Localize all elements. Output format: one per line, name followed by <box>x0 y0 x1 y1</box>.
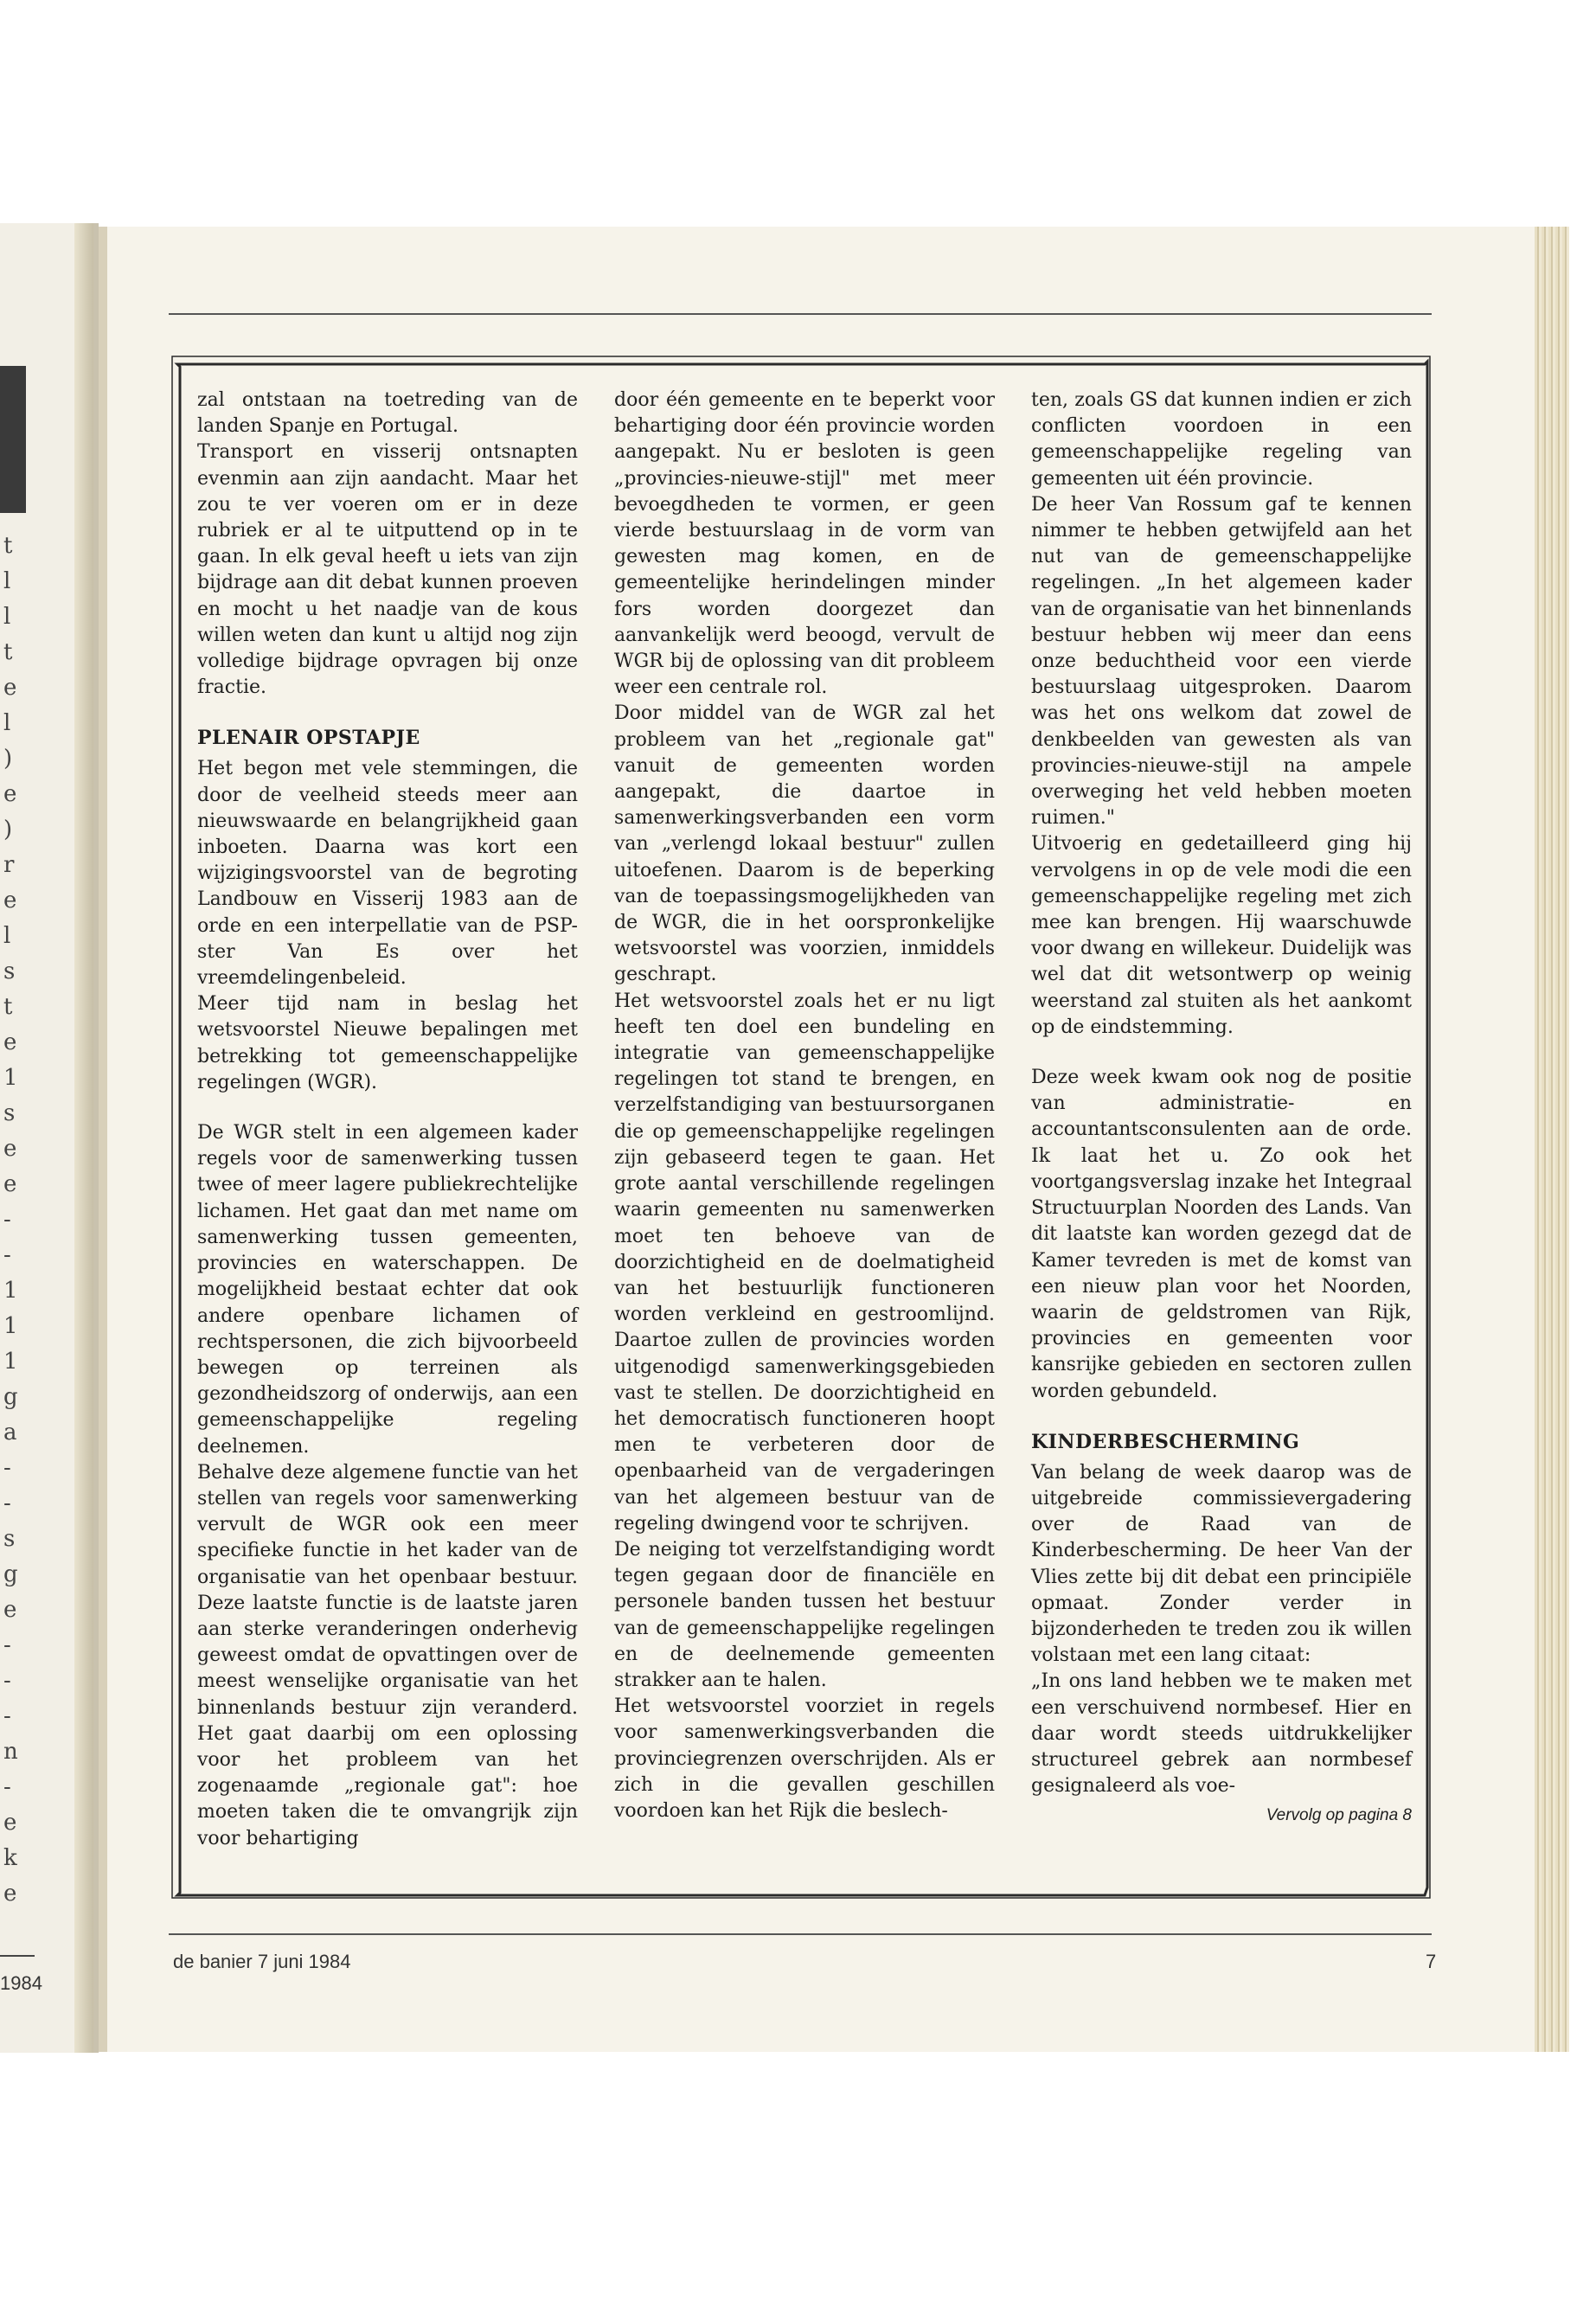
previous-page-fragment: t <box>3 639 13 665</box>
previous-page-fragment: s <box>3 1100 16 1126</box>
paragraph: Meer tijd nam in beslag het wetsvoorstel Nieuwe bepalingen met betrekking tot gemeenschappelijke regelingen (WGR). <box>197 993 578 1093</box>
previous-page-fragment: - <box>3 1242 11 1268</box>
page-tab-mark <box>0 366 26 513</box>
previous-page-fragment: e <box>3 1881 17 1907</box>
previous-page-fragment: e <box>3 781 17 807</box>
previous-page-fragment: g <box>3 1384 18 1410</box>
previous-page-fragment: s <box>3 958 16 984</box>
paragraph: Het wetsvoorstel zoals het er nu ligt heeft ten doel een bundeling en integratie van gemeenschappelijke regelingen tot stand te brengen, en verzelfstandiging van bestuursorganen die op gemeenschappelijke regelingen zijn gebaseerd tegen te gaan. Het grote aantal verschillende regelingen waarin gemeenten nu samenwerken moet ten behoeve van de doorzichtigheid en de doelmatigheid van het bestuurlijk functioneren worden verkleind en gestroomlijnd. Daartoe zullen de provincies worden uitgenodigd samenwerkingsgebieden vast te stellen. De doorzichtigheid en het democratisch functioneren hoopt men te verbeteren door de openbaarheid van de vergaderingen van het algemeen bestuur van de regeling dwingend voor te schrijven. <box>614 990 995 1535</box>
paragraph: De neiging tot verzelfstandiging wordt tegen gegaan door de financiële en personele banden tussen het bestuur van de gemeenschappelijke regelingen en de deelnemende gemeenten strakker aan te halen. <box>614 1538 995 1691</box>
footer-publication: de banier 7 juni 1984 <box>173 1951 351 1972</box>
previous-page-fragment: 1 <box>3 1278 18 1304</box>
previous-page-edge <box>0 223 99 2053</box>
previous-page-fragment: - <box>3 1774 11 1800</box>
paragraph: De WGR stelt in een algemeen kader regels voor de samenwerking tussen twee of meer lagere publiekrechtelijke lichamen. Het gaat dan met name om samenwerking tussen gemeenten, provincies en waterschappen. De mogelijkheid bestaat echter dat ook andere openbare lichamen of rechtspersonen, die zich bijvoorbeeld bewegen op terreinen als gezondheidszorg of onderwijs, aan een gemeenschappelijke regeling deelnemen. <box>197 1122 578 1458</box>
previous-page-fragment: s <box>3 1526 16 1552</box>
previous-page-fragment: e <box>3 1597 17 1623</box>
page-gutter <box>74 223 93 2053</box>
previous-page-footer-year: 1984 <box>0 1972 42 1994</box>
previous-page-fragment: e <box>3 1171 17 1197</box>
previous-page-fragment: g <box>3 1561 18 1587</box>
previous-page-fragment: e <box>3 1136 17 1162</box>
paragraph: door één gemeente en te beperkt voor behartiging door één provincie worden aangepakt. Nu er besloten is geen „provincies-nieuwe-stijl" met meer bevoegdheden te vormen, er geen vierde bestuurslaag in de vorm van gewesten mag komen, en de gemeentelijke herindelingen minder fors worden doorgezet dan aanvankelijk werd beoogd, vervult de WGR bij de oplossing van dit probleem weer een centrale rol. <box>614 389 995 699</box>
previous-page-fragment: - <box>3 1207 11 1233</box>
previous-page-fragment: 1 <box>3 1313 18 1339</box>
previous-page-fragment: t <box>3 994 13 1020</box>
previous-page-fragment: l <box>3 710 11 736</box>
article-column-1 <box>197 388 578 1875</box>
previous-page-fragment: - <box>3 1490 11 1516</box>
previous-page-fragment: k <box>3 1845 17 1871</box>
previous-page-fragment: e <box>3 1810 17 1836</box>
page-stack-edge <box>1535 227 1569 2052</box>
previous-page-fragment: a <box>3 1420 17 1445</box>
previous-page-fragment: 1 <box>3 1349 18 1375</box>
paragraph: Het wetsvoorstel voorziet in regels voor samenwerkingsverbanden die provinciegrenzen overschrijden. Als er zich in die gevallen geschillen voordoen kan het Rijk die beslech- <box>614 1695 995 1822</box>
paragraph: Van belang de week daarop was de uitgebreide commissievergadering over de Raad van de Kinderbescherming. De heer Van der Vlies zette bij dit debat een principiële opmaat. Zonder verder in bijzonderheden te treden zou ik willen volstaan met een lang citaat: <box>1031 1461 1412 1667</box>
continued-on-page-note: Vervolg op pagina 8 <box>1266 1806 1412 1825</box>
section-heading: PLENAIR OPSTAPJE <box>197 727 420 750</box>
paragraph: zal ontstaan na toetreding van de landen Spanje en Portugal. <box>197 389 578 438</box>
paragraph: Door middel van de WGR zal het probleem van het „regionale gat" vanuit de gemeenten worden aangepakt, die daartoe in samenwerkingsverbanden een vorm van „verlengd lokaal bestuur" zullen uitoefenen. Daarom is de beperking van de toepassingsmogelijkheden van de WGR, die in het oorspronkelijke wetsvoorstel was voorzien, inmiddels geschrapt. <box>614 702 995 986</box>
previous-page-fragment: - <box>3 1668 11 1694</box>
previous-page-fragment: e <box>3 1029 17 1055</box>
paragraph: „In ons land hebben we te maken met een verschuivend normbesef. Hier en daar wordt steeds uitdrukkelijker structureel gebrek aan normbesef gesignaleerd als voe- <box>1031 1670 1412 1798</box>
previous-page-fragment: r <box>3 852 15 878</box>
previous-page-fragment: - <box>3 1703 11 1729</box>
previous-page-fragment: - <box>3 1632 11 1658</box>
article-column-2 <box>614 388 995 1875</box>
previous-page-fragment: ) <box>3 746 13 772</box>
paragraph: Deze week kwam ook nog de positie van administratie- en accountantsconsulenten aan de orde. Ik laat het u. Zo ook het voortgangsverslag inzake het Integraal Structuurplan Noorden des Lands. Van dit laatste kan worden gezegd dat de Kamer tevreden is met de komst van een nieuw plan voor het Noorden, waarin de geldstromen van Rijk, provincies en gemeenten voor kansrijke gebieden en sectoren zullen worden gebundeld. <box>1031 1067 1412 1402</box>
footer-page-number: 7 <box>1426 1951 1437 1972</box>
article-columns <box>197 388 1412 1875</box>
previous-page-footer-rule <box>0 1955 35 1957</box>
paragraph: Uitvoerig en gedetailleerd ging hij vervolgens in op de vele modi die een gemeenschappelijke regeling met zich mee kan brengen. Hij waarschuwde voor dwang en willekeur. Duidelijk was wel dat dit wetsontwerp op weinig weerstand zal stuiten als het aankomt op de eindstemming. <box>1031 833 1412 1038</box>
header-rule <box>169 313 1432 315</box>
section-heading: KINDERBESCHERMING <box>1031 1430 1300 1453</box>
paragraph: Het begon met vele stemmingen, die door de veelheid steeds meer aan nieuwswaarde en belangrijkheid gaan inboeten. Daarna was kort een wijzigingsvoorstel van de begroting Landbouw en Visserij 1983 aan de orde en een interpellatie van de PSP-ster Van Es over het vreemdelingenbeleid. <box>197 758 578 990</box>
previous-page-fragment: l <box>3 923 11 949</box>
paragraph: Transport en visserij ontsnapten evenmin aan zijn aandacht. Maar het zou te ver voeren om er in deze rubriek er al te uitputtend op in te gaan. In elk geval heeft u iets van zijn bijdrage aan dit debat kunnen proeven en mocht u het naadje van de kous willen weten dan kunt u altijd nog zijn volledige bijdrage opvragen bij onze fractie. <box>197 441 578 699</box>
previous-page-fragment: t <box>3 533 13 559</box>
previous-page-fragment: l <box>3 568 11 594</box>
previous-page-fragment: l <box>3 604 11 630</box>
previous-page-fragment: ) <box>3 817 13 843</box>
previous-page-fragment: e <box>3 888 17 913</box>
previous-page-fragment: 1 <box>3 1065 18 1091</box>
previous-page-fragment: - <box>3 1455 11 1481</box>
footer-rule <box>169 1933 1432 1935</box>
paragraph: Behalve deze algemene functie van het stellen van regels voor samenwerking vervult de WGR ook een meer specifieke functie in het kader van de organisatie van het openbaar bestuur. Deze laatste functie is de laatste jaren aan sterke veranderingen onderhevig geweest omdat de opvattingen over de meest wenselijke organisatie van het binnenlands bestuur zijn veranderd. Het gaat daarbij om een oplossing voor het probleem van het zogenaamde „regionale gat": hoe moeten taken die te omvangrijk zijn voor behartiging <box>197 1461 578 1849</box>
paragraph: ten, zoals GS dat kunnen indien er zich conflicten voordoen in een gemeenschappelijke regeling van gemeenten uit één provincie. <box>1031 389 1412 490</box>
previous-page-fragment: e <box>3 675 17 701</box>
previous-page-fragment: n <box>3 1739 18 1765</box>
paragraph: De heer Van Rossum gaf te kennen nimmer te hebben getwijfeld aan het nut van de gemeenschappelijke regelingen. „In het algemeen kader van de organisatie van het binnenlands bestuur hebben wij meer dan eens onze beduchtheid voor een vierde bestuurslaag uitgesproken. Daarom was het ons welkom dat zowel de denkbeelden van gewesten als van provincies-nieuwe-stijl na ampele overweging het veld hebben moeten ruimen." <box>1031 493 1412 830</box>
article-column-3 <box>1031 388 1412 1875</box>
